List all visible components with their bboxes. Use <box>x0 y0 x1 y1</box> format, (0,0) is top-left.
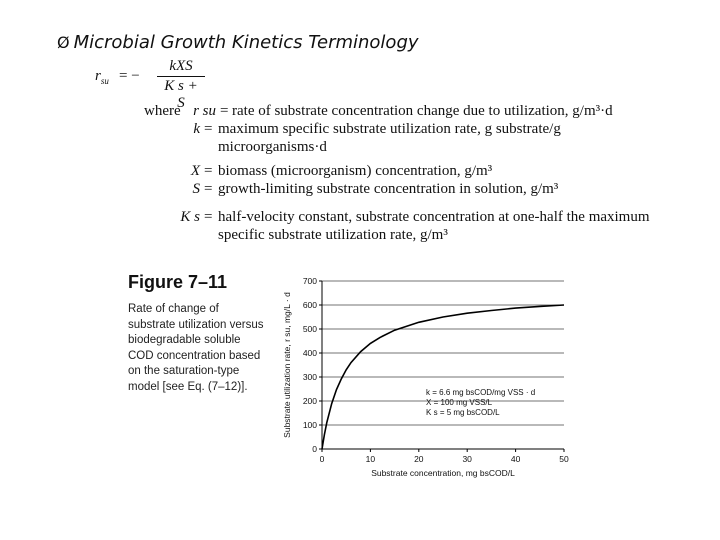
slide-heading <box>57 32 419 53</box>
definition-equals: = <box>220 103 229 119</box>
where-label: where <box>144 103 181 119</box>
equation-denominator: K s + S <box>164 78 198 111</box>
definition-equals: = <box>204 121 213 137</box>
y-axis-title: Substrate utilization rate, r su, mg/L · d <box>282 292 292 438</box>
y-tick-label: 500 <box>302 324 317 334</box>
x-tick-label: 20 <box>414 454 424 464</box>
equation-operator: = − <box>119 68 140 84</box>
definition-text: microorganisms·d <box>218 139 327 155</box>
definition-equals: = <box>204 209 213 225</box>
definition-symbol: r su <box>193 103 216 119</box>
definition-equals: = <box>204 181 213 197</box>
definition-text: growth-limiting substrate concentration in solution, g/m³ <box>218 181 559 197</box>
x-tick-label: 30 <box>462 454 472 464</box>
x-tick-label: 40 <box>510 454 521 464</box>
y-tick-label: 300 <box>302 372 317 382</box>
x-axis-title: Substrate concentration, mg bsCOD/L <box>371 468 515 478</box>
parameter-annotation: K s = 5 mg bsCOD/L <box>426 408 500 417</box>
definition-text: maximum specific substrate utilization rate, g substrate/g <box>218 121 561 137</box>
definition-text: half-velocity constant, substrate concentration at one-half the maximum <box>218 209 650 225</box>
figure-label: Figure 7–11 <box>128 272 228 292</box>
parameter-annotation: k = 6.6 mg bsCOD/mg VSS · d <box>426 388 536 397</box>
bullet-arrow-icon: Ø <box>57 33 70 52</box>
y-tick-label: 200 <box>302 396 317 406</box>
y-tick-label: 100 <box>302 420 317 430</box>
y-tick-label: 0 <box>312 444 317 454</box>
parameter-annotation: X = 100 mg VSS/L <box>426 398 493 407</box>
slide-heading-text: Microbial Growth Kinetics Terminology <box>73 32 419 53</box>
equation-numerator: kXS <box>169 58 193 74</box>
definition-symbol: k <box>193 121 200 137</box>
definition-symbol: X <box>190 163 200 179</box>
definition-equals: = <box>204 163 213 179</box>
definition-text: biomass (microorganism) concentration, g/m³ <box>218 163 493 179</box>
definition-symbol: K s <box>180 209 200 225</box>
definition-text: specific substrate utilization rate, g/m³ <box>218 227 448 243</box>
chart-background <box>276 268 576 483</box>
x-tick-label: 10 <box>365 454 376 464</box>
y-tick-label: 600 <box>302 300 317 310</box>
x-tick-label: 0 <box>319 454 325 464</box>
figure-caption: Rate of change of substrate utilization versus biodegradable soluble COD concentration based on the saturation-type model [see Eq. (7–12)]. <box>128 303 264 393</box>
x-tick-label: 50 <box>559 454 569 464</box>
fraction-bar <box>157 76 205 77</box>
definition-text: rate of substrate concentration change due to utilization, g/m³·d <box>232 103 613 119</box>
y-tick-label: 400 <box>302 348 317 358</box>
definition-symbol: S <box>192 181 200 197</box>
y-tick-label: 700 <box>302 276 317 286</box>
equation-lhs: $r_{su}$ <box>95 68 109 86</box>
utilization-rate-chart <box>276 268 576 483</box>
